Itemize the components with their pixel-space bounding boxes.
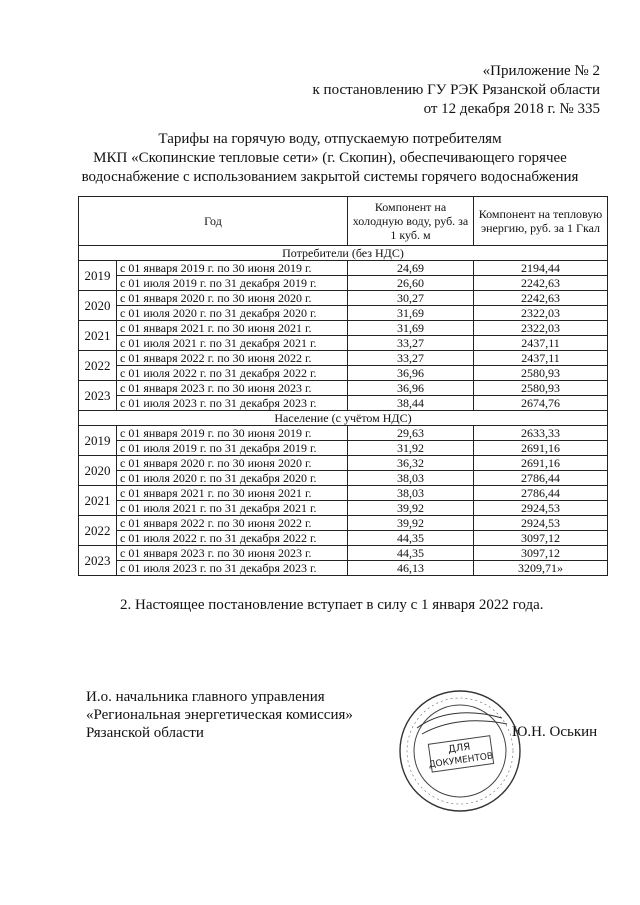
period-cell: с 01 января 2019 г. по 30 июня 2019 г. — [117, 426, 348, 441]
table-row — [79, 366, 608, 381]
cold-water-value: 38,44 — [348, 396, 474, 411]
heat-energy-value: 2580,93 — [474, 381, 608, 396]
table-row — [79, 486, 608, 501]
heat-energy-value: 2633,33 — [474, 426, 608, 441]
year-cell: 2023 — [79, 381, 117, 411]
table-row — [79, 546, 608, 561]
signer-title-line-2: «Региональная энергетическая комиссия» — [86, 707, 353, 723]
cold-water-value: 24,69 — [348, 261, 474, 276]
heat-energy-value: 2674,76 — [474, 396, 608, 411]
year-cell: 2019 — [79, 261, 117, 291]
heat-energy-value: 2924,53 — [474, 501, 608, 516]
year-cell: 2023 — [79, 546, 117, 576]
period-cell: с 01 июля 2019 г. по 31 декабря 2019 г. — [117, 441, 348, 456]
table-row — [79, 456, 608, 471]
cold-water-value: 39,92 — [348, 516, 474, 531]
title-line-1: Тарифы на горячую воду, отпускаемую потребителям — [158, 131, 502, 147]
heat-energy-value: 2691,16 — [474, 441, 608, 456]
tariff-table-body — [79, 246, 608, 576]
year-cell: 2020 — [79, 291, 117, 321]
period-cell: с 01 июля 2022 г. по 31 декабря 2022 г. — [117, 366, 348, 381]
cold-water-value: 30,27 — [348, 291, 474, 306]
group-label: Потребители (без НДС) — [79, 246, 608, 261]
title-line-2: МКП «Скопинские тепловые сети» (г. Скопин), обеспечивающего горячее — [93, 150, 567, 166]
signer-title-line-3: Рязанской области — [86, 725, 204, 741]
heat-energy-value: 2786,44 — [474, 471, 608, 486]
title-line-3: водоснабжение с использованием закрытой системы горячего водоснабжения — [81, 169, 579, 185]
tariff-table — [78, 196, 608, 576]
heat-energy-value: 2786,44 — [474, 486, 608, 501]
table-row — [79, 261, 608, 276]
cold-water-value: 31,69 — [348, 321, 474, 336]
header-cold-water: Компонент на холодную воду, руб. за 1 куб. м — [348, 197, 474, 246]
header-heat-energy: Компонент на тепловую энергию, руб. за 1 Гкал — [474, 197, 608, 246]
period-cell: с 01 января 2021 г. по 30 июня 2021 г. — [117, 486, 348, 501]
year-cell: 2020 — [79, 456, 117, 486]
heat-energy-value: 2580,93 — [474, 366, 608, 381]
period-cell: с 01 января 2023 г. по 30 июня 2023 г. — [117, 381, 348, 396]
cold-water-value: 29,63 — [348, 426, 474, 441]
period-cell: с 01 июля 2020 г. по 31 декабря 2020 г. — [117, 306, 348, 321]
period-cell: с 01 июля 2023 г. по 31 декабря 2023 г. — [117, 561, 348, 576]
official-seal — [397, 688, 523, 814]
group-header-row — [79, 411, 608, 426]
heat-energy-value: 2194,44 — [474, 261, 608, 276]
cold-water-value: 36,32 — [348, 456, 474, 471]
document-title — [60, 130, 600, 187]
cold-water-value: 33,27 — [348, 351, 474, 366]
period-cell: с 01 января 2021 г. по 30 июня 2021 г. — [117, 321, 348, 336]
cold-water-value: 44,35 — [348, 546, 474, 561]
period-cell: с 01 января 2022 г. по 30 июня 2022 г. — [117, 516, 348, 531]
cold-water-value: 46,13 — [348, 561, 474, 576]
signer-title-line-1: И.о. начальника главного управления — [86, 689, 325, 705]
heat-energy-value: 2242,63 — [474, 276, 608, 291]
cold-water-value: 36,96 — [348, 381, 474, 396]
effective-clause: 2. Настоящее постановление вступает в силу с 1 января 2022 года. — [120, 597, 544, 613]
table-header-row — [79, 197, 608, 246]
year-cell: 2019 — [79, 426, 117, 456]
cold-water-value: 44,35 — [348, 531, 474, 546]
heat-energy-value: 2242,63 — [474, 291, 608, 306]
cold-water-value: 38,03 — [348, 471, 474, 486]
cold-water-value: 26,60 — [348, 276, 474, 291]
appendix-line-1: «Приложение № 2 — [482, 63, 600, 79]
seal-label-line-1: ДЛЯ — [447, 741, 472, 756]
year-cell: 2021 — [79, 321, 117, 351]
period-cell: с 01 июля 2023 г. по 31 декабря 2023 г. — [117, 396, 348, 411]
period-cell: с 01 июля 2021 г. по 31 декабря 2021 г. — [117, 501, 348, 516]
heat-energy-value: 3097,12 — [474, 531, 608, 546]
table-row — [79, 306, 608, 321]
cold-water-value: 33,27 — [348, 336, 474, 351]
year-cell: 2021 — [79, 486, 117, 516]
table-row — [79, 516, 608, 531]
appendix-line-3: от 12 декабря 2018 г. № 335 — [423, 101, 600, 117]
period-cell: с 01 июля 2020 г. по 31 декабря 2020 г. — [117, 471, 348, 486]
table-row — [79, 351, 608, 366]
cold-water-value: 31,92 — [348, 441, 474, 456]
heat-energy-value: 2924,53 — [474, 516, 608, 531]
group-header-row — [79, 246, 608, 261]
heat-energy-value: 3097,12 — [474, 546, 608, 561]
signature-block — [86, 688, 353, 742]
table-row — [79, 321, 608, 336]
table-row — [79, 561, 608, 576]
period-cell: с 01 июля 2021 г. по 31 декабря 2021 г. — [117, 336, 348, 351]
table-row — [79, 291, 608, 306]
cold-water-value: 36,96 — [348, 366, 474, 381]
heat-energy-value: 2691,16 — [474, 456, 608, 471]
group-label: Население (с учётом НДС) — [79, 411, 608, 426]
period-cell: с 01 января 2020 г. по 30 июня 2020 г. — [117, 291, 348, 306]
table-row — [79, 276, 608, 291]
header-year: Год — [79, 197, 348, 246]
heat-energy-value: 2322,03 — [474, 321, 608, 336]
period-cell: с 01 января 2019 г. по 30 июня 2019 г. — [117, 261, 348, 276]
table-row — [79, 441, 608, 456]
table-row — [79, 531, 608, 546]
period-cell: с 01 января 2022 г. по 30 июня 2022 г. — [117, 351, 348, 366]
period-cell: с 01 июля 2019 г. по 31 декабря 2019 г. — [117, 276, 348, 291]
appendix-line-2: к постановлению ГУ РЭК Рязанской области — [312, 82, 600, 98]
heat-energy-value: 2437,11 — [474, 351, 608, 366]
table-row — [79, 426, 608, 441]
year-cell: 2022 — [79, 516, 117, 546]
heat-energy-value: 2322,03 — [474, 306, 608, 321]
year-cell: 2022 — [79, 351, 117, 381]
cold-water-value: 31,69 — [348, 306, 474, 321]
period-cell: с 01 июля 2022 г. по 31 декабря 2022 г. — [117, 531, 348, 546]
cold-water-value: 39,92 — [348, 501, 474, 516]
period-cell: с 01 января 2020 г. по 30 июня 2020 г. — [117, 456, 348, 471]
seal-label-line-2: ДОКУМЕНТОВ — [428, 751, 494, 771]
cold-water-value: 38,03 — [348, 486, 474, 501]
table-row — [79, 471, 608, 486]
table-row — [79, 501, 608, 516]
table-row — [79, 396, 608, 411]
signer-name: Ю.Н. Оськин — [512, 724, 598, 740]
table-row — [79, 381, 608, 396]
table-row — [79, 336, 608, 351]
period-cell: с 01 января 2023 г. по 30 июня 2023 г. — [117, 546, 348, 561]
appendix-block — [313, 62, 600, 119]
heat-energy-value: 2437,11 — [474, 336, 608, 351]
heat-energy-value: 3209,71» — [474, 561, 608, 576]
